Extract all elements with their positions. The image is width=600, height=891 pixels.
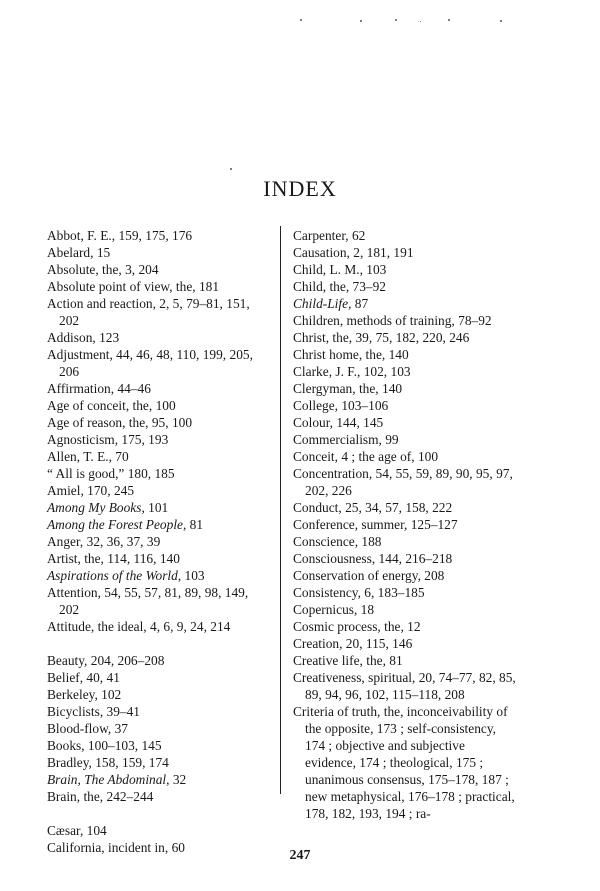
index-entry	[293, 312, 516, 329]
entry-text: Berkeley, 102	[47, 687, 122, 702]
print-speck	[500, 20, 502, 22]
entry-text: Cosmic process, the, 12	[293, 619, 421, 634]
print-speck	[230, 168, 232, 170]
entry-text: Amiel, 170, 245	[47, 483, 135, 498]
entry-text: Absolute, the, 3, 204	[47, 262, 159, 277]
index-entry	[47, 397, 269, 414]
entry-text: Blood-flow, 37	[47, 721, 128, 736]
entry-text: Anger, 32, 36, 37, 39	[47, 534, 161, 549]
index-entry	[293, 295, 516, 312]
index-entry	[47, 652, 269, 669]
entry-text: , 101	[141, 500, 169, 515]
entry-text: Children, methods of training, 78–92	[293, 313, 492, 328]
index-entry	[293, 448, 516, 465]
entry-text: Allen, T. E., 70	[47, 449, 129, 464]
entry-text: Conscience, 188	[293, 534, 382, 549]
index-entry	[293, 669, 516, 703]
index-entry	[47, 703, 269, 720]
entry-text: Action and reaction, 2, 5, 79–81, 151, 202	[47, 296, 250, 328]
index-entry	[293, 516, 516, 533]
entry-text: Artist, the, 114, 116, 140	[47, 551, 180, 566]
index-entry	[293, 584, 516, 601]
index-entry	[47, 788, 269, 805]
index-entry	[47, 533, 269, 550]
entry-text: Bradley, 158, 159, 174	[47, 755, 169, 770]
entry-text: Conference, summer, 125–127	[293, 517, 458, 532]
entry-text: Brain, the, 242–244	[47, 789, 154, 804]
index-entry	[293, 278, 516, 295]
index-entry	[47, 278, 269, 295]
index-entry	[47, 261, 269, 278]
entry-text: Agnosticism, 175, 193	[47, 432, 169, 447]
entry-text: Conceit, 4 ; the age of, 100	[293, 449, 439, 464]
italic-title: Child-Life	[293, 296, 349, 311]
entry-text: California, incident in, 60	[47, 840, 185, 855]
entry-text: Clarke, J. F., 102, 103	[293, 364, 411, 379]
print-speck	[395, 19, 397, 21]
index-entry	[47, 482, 269, 499]
entry-text: , 103	[177, 568, 205, 583]
index-entry	[47, 295, 269, 329]
entry-text: Abbot, F. E., 159, 175, 176	[47, 228, 193, 243]
index-entry	[47, 754, 269, 771]
entry-text: Attitude, the ideal, 4, 6, 9, 24, 214	[47, 619, 231, 634]
index-entry	[293, 227, 516, 244]
index-entry	[293, 261, 516, 278]
entry-text: “ All is good,” 180, 185	[47, 466, 175, 481]
entry-text: Affirmation, 44–46	[47, 381, 151, 396]
index-entry	[47, 618, 269, 635]
entry-text: Addison, 123	[47, 330, 120, 345]
entry-text: Causation, 2, 181, 191	[293, 245, 414, 260]
index-entry	[47, 329, 269, 346]
print-speck	[360, 20, 362, 22]
entry-text: Christ home, the, 140	[293, 347, 409, 362]
entry-text: Concentration, 54, 55, 59, 89, 90, 95, 97, 202, 226	[293, 466, 513, 498]
index-entry	[47, 414, 269, 431]
entry-text: Abelard, 15	[47, 245, 111, 260]
index-entry	[47, 567, 269, 584]
index-entry	[47, 499, 269, 516]
entry-text: College, 103–106	[293, 398, 389, 413]
index-entry	[293, 380, 516, 397]
index-entry	[293, 397, 516, 414]
page-title: INDEX	[263, 176, 337, 201]
index-entry	[47, 227, 269, 244]
entry-text: , 87	[348, 296, 369, 311]
index-entry	[47, 380, 269, 397]
italic-title: Among the Forest People	[47, 517, 183, 532]
print-speck	[448, 19, 450, 21]
entry-text: , 32	[166, 772, 187, 787]
column-divider	[280, 226, 281, 794]
index-entry	[293, 635, 516, 652]
entry-text: Absolute point of view, the, 181	[47, 279, 220, 294]
index-entry	[47, 516, 269, 533]
entry-text: Belief, 40, 41	[47, 670, 120, 685]
entry-text: Creation, 20, 115, 146	[293, 636, 413, 651]
entry-text: Creativeness, spiritual, 20, 74–77, 82, 85, 89, 94, 96, 102, 115–118, 208	[293, 670, 516, 702]
entry-text: Cæsar, 104	[47, 823, 107, 838]
entry-text: , 81	[182, 517, 204, 532]
index-entry	[47, 669, 269, 686]
entry-text: Age of reason, the, 95, 100	[47, 415, 193, 430]
index-entry	[293, 601, 516, 618]
entry-text: Consistency, 6, 183–185	[293, 585, 425, 600]
entry-text: Age of conceit, the, 100	[47, 398, 176, 413]
index-entry	[47, 822, 269, 839]
entry-text: Child, L. M., 103	[293, 262, 387, 277]
entry-text: Conservation of energy, 208	[293, 568, 445, 583]
entry-text: Conduct, 25, 34, 57, 158, 222	[293, 500, 453, 515]
index-entry	[47, 771, 269, 788]
entry-text: Criteria of truth, the, inconceivability of the opposite, 173 ; self-consistency, 174 ; objective and subjective evidence, 174 ; theological, 175 ; unanimous consensus, 175–178, 187 ; new metaphysical, 176–178 ; practical, 178, 182, 193, 194 ; ra-	[293, 704, 515, 821]
entry-text: Copernicus, 18	[293, 602, 375, 617]
index-entry	[47, 346, 269, 380]
index-column-right	[293, 227, 516, 822]
index-entry	[47, 431, 269, 448]
index-entry	[47, 550, 269, 567]
entry-text: Consciousness, 144, 216–218	[293, 551, 453, 566]
entry-text: Bicyclists, 39–41	[47, 704, 140, 719]
entry-text: Commercialism, 99	[293, 432, 399, 447]
index-entry	[293, 244, 516, 261]
print-speck	[420, 21, 421, 22]
print-speck	[300, 19, 302, 21]
index-entry	[293, 431, 516, 448]
index-entry	[293, 533, 516, 550]
entry-text: Attention, 54, 55, 57, 81, 89, 98, 149, 202	[47, 585, 249, 617]
entry-text: Child, the, 73–92	[293, 279, 386, 294]
entry-text: Carpenter, 62	[293, 228, 366, 243]
index-entry	[47, 244, 269, 261]
index-entry	[47, 584, 269, 618]
italic-title: Aspirations of the World	[47, 568, 178, 583]
entry-text: Creative life, the, 81	[293, 653, 403, 668]
index-entry	[293, 567, 516, 584]
entry-text: Colour, 144, 145	[293, 415, 384, 430]
entry-text: Beauty, 204, 206–208	[47, 653, 165, 668]
index-entry	[293, 329, 516, 346]
index-entry	[293, 499, 516, 516]
index-entry	[293, 346, 516, 363]
entry-text: Books, 100–103, 145	[47, 738, 162, 753]
index-entry	[293, 414, 516, 431]
index-entry	[293, 652, 516, 669]
index-entry	[293, 363, 516, 380]
entry-text: Clergyman, the, 140	[293, 381, 403, 396]
italic-title: Brain, The Abdominal	[47, 772, 167, 787]
page-number: 247	[289, 848, 311, 863]
entry-text: Adjustment, 44, 46, 48, 110, 199, 205, 206	[47, 347, 253, 379]
index-column-left	[47, 227, 269, 856]
index-entry	[47, 686, 269, 703]
index-entry	[293, 703, 516, 822]
index-entry	[293, 550, 516, 567]
entry-text: Christ, the, 39, 75, 182, 220, 246	[293, 330, 470, 345]
index-entry	[293, 465, 516, 499]
index-entry	[47, 465, 269, 482]
index-entry	[47, 737, 269, 754]
index-entry	[293, 618, 516, 635]
index-entry	[47, 448, 269, 465]
italic-title: Among My Books	[47, 500, 142, 515]
index-entry	[47, 720, 269, 737]
